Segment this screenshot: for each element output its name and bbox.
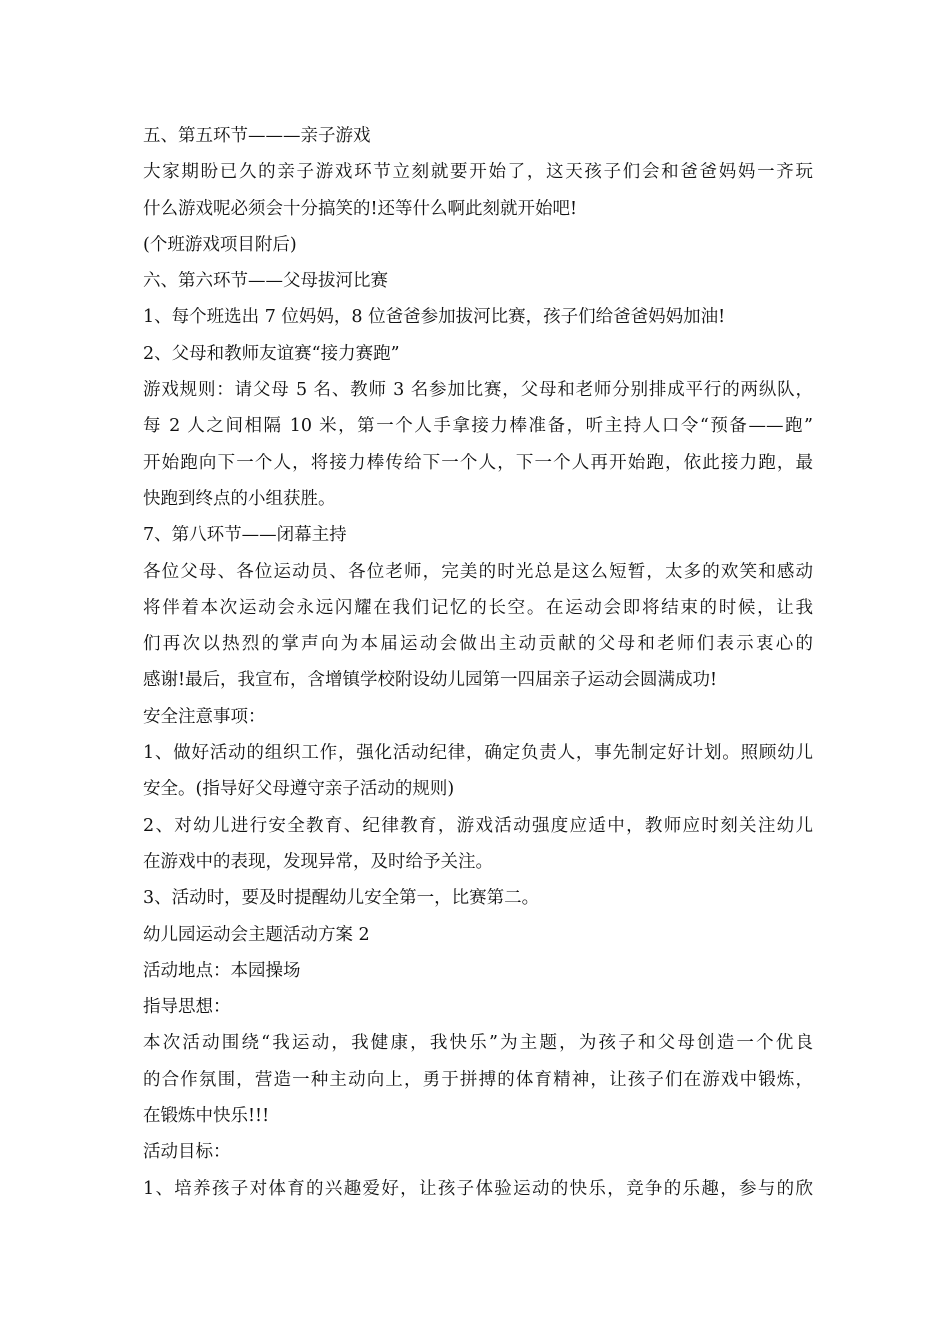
text-line: 大家期盼已久的亲子游戏环节立刻就要开始了，这天孩子们会和爸爸妈妈一齐玩 [143,162,813,183]
text-line: (个班游戏项目附后) [143,234,297,255]
text-line: 在游戏中的表现，发现异常，及时给予关注。 [143,851,493,872]
text-line: 们再次以热烈的掌声向为本届运动会做出主动贡献的父母和老师们表示衷心的 [143,634,813,655]
text-line: 指导思想： [143,997,231,1018]
text-line: 1、培养孩子对体育的兴趣爱好，让孩子体验运动的快乐，竞争的乐趣，参与的欣 [143,1178,813,1199]
text-line: 五、第五环节———亲子游戏 [143,126,371,146]
text-line: 2、父母和教师友谊赛“接力赛跑” [143,343,400,364]
text-line: 六、第六环节——父母拔河比赛 [143,271,388,292]
text-line: 活动地点：本园操场 [143,960,301,981]
text-line: 7、第八环节——闭幕主持 [143,525,347,546]
text-line: 安全注意事项： [143,706,266,727]
document-body [143,118,813,1207]
text-line: 2、对幼儿进行安全教育、纪律教育，游戏活动强度应适中，教师应时刻关注幼儿 [143,815,813,836]
text-line: 安全。(指导好父母遵守亲子活动的规则) [143,779,455,800]
text-line: 3、活动时，要及时提醒幼儿安全第一，比赛第二。 [143,888,540,909]
text-line: 的合作氛围，营造一种主动向上，勇于拼搏的体育精神，让孩子们在游戏中锻炼， [143,1069,813,1090]
text-line: 在锻炼中快乐!!! [143,1106,270,1127]
text-line: 本次活动围绕“我运动，我健康，我快乐”为主题，为孩子和父母创造一个优良 [143,1033,813,1054]
text-line: 每 2 人之间相隔 10 米，第一个人手拿接力棒准备，听主持人口令“预备——跑” [143,416,813,437]
text-line: 开始跑向下一个人，将接力棒传给下一个人，下一个人再开始跑，依此接力跑，最 [143,452,813,473]
text-line: 快跑到终点的小组获胜。 [143,488,336,509]
text-line: 将伴着本次运动会永远闪耀在我们记忆的长空。在运动会即将结束的时候，让我 [143,597,813,618]
text-line: 各位父母、各位运动员、各位老师，完美的时光总是这么短暂，太多的欢笑和感动 [143,561,813,582]
text-line: 感谢!最后，我宣布，含增镇学校附设幼儿园第一四届亲子运动会圆满成功! [143,670,718,691]
text-line: 1、每个班选出 7 位妈妈，8 位爸爸参加拔河比赛，孩子们给爸爸妈妈加油! [143,307,726,328]
text-line: 活动目标： [143,1142,231,1163]
text-line: 游戏规则：请父母 5 名、教师 3 名参加比赛，父母和老师分别排成平行的两纵队， [143,380,813,401]
text-line: 什么游戏呢必须会十分搞笑的!还等什么啊此刻就开始吧! [143,198,578,219]
text-line: 幼儿园运动会主题活动方案 2 [143,924,370,945]
text-line: 1、做好活动的组织工作，强化活动纪律，确定负责人，事先制定好计划。照顾幼儿 [143,743,813,764]
